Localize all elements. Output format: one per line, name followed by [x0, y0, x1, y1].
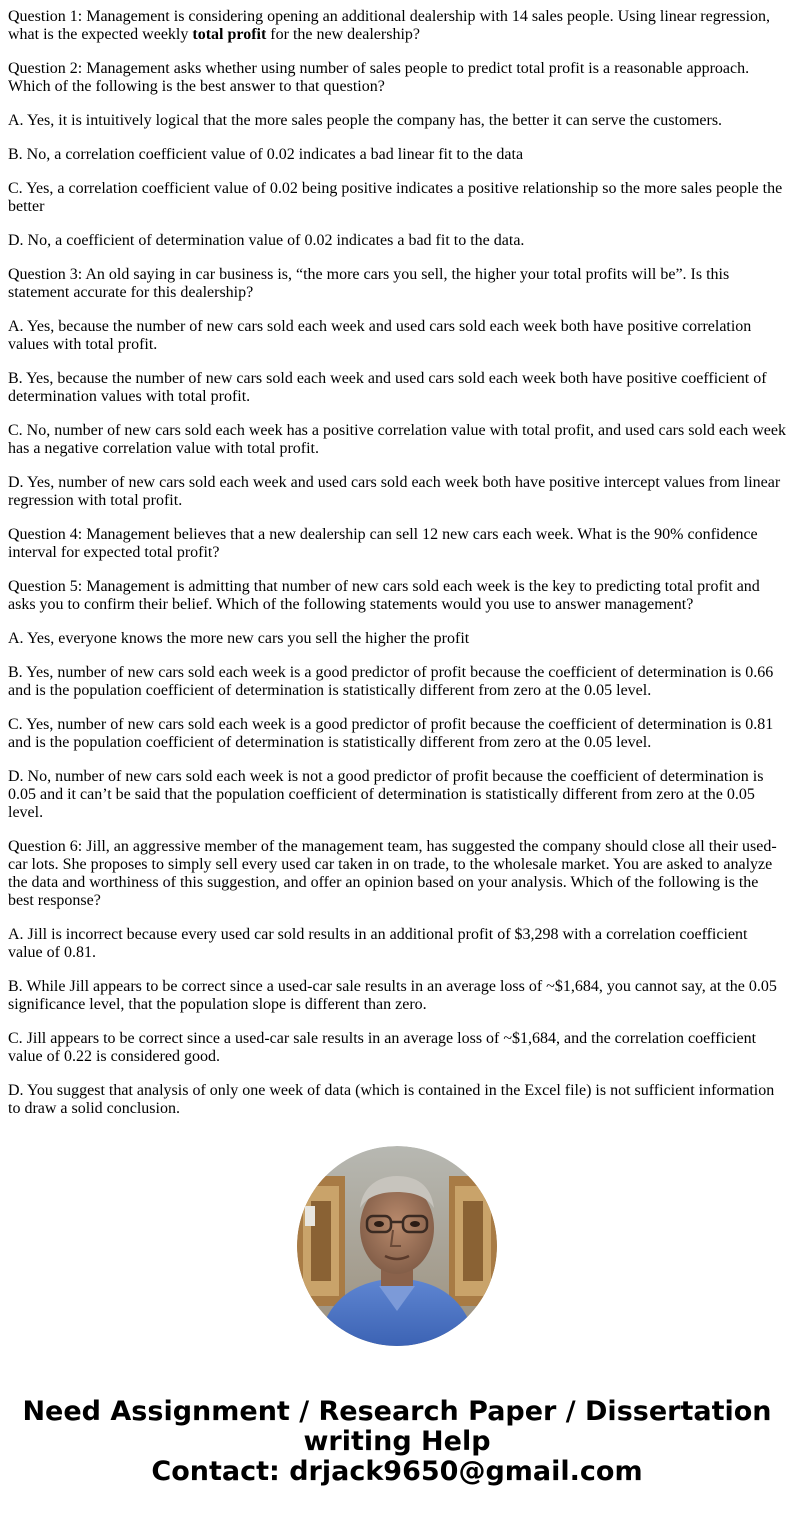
question-1: Question 1: Management is considering opening an additional dealership with 14 sales people. Using linear regression, what is the expected weekly total profit for the new dealership? — [8, 8, 771, 43]
question-2-option-c: C. Yes, a correlation coefficient value of 0.02 being positive indicates a positive relationship so the more sales people the better — [8, 180, 783, 215]
emphasis-total-profit: total profit — [192, 26, 267, 43]
question-2-option-d: D. No, a coefficient of determination value of 0.02 indicates a bad fit to the data. — [8, 232, 525, 249]
question-6-option-d: D. You suggest that analysis of only one week of data (which is contained in the Excel file) is not sufficient information to draw a solid conclusion. — [8, 1082, 775, 1117]
question-2-option-a: A. Yes, it is intuitively logical that the more sales people the company has, the better it can serve the customers. — [8, 112, 723, 129]
question-3-option-d: D. Yes, number of new cars sold each week and used cars sold each week both have positive intercept values from linear regression with total profit. — [8, 474, 781, 509]
question-3-option-b: B. Yes, because the number of new cars sold each week and used cars sold each week both have positive coefficient of determination values with total profit. — [8, 370, 767, 405]
question-3-option-c: C. No, number of new cars sold each week has a positive correlation value with total profit, and used cars sold each week has a negative correlation value with total profit. — [8, 422, 786, 457]
contact-banner — [0, 1397, 794, 1487]
author-photo — [297, 1146, 497, 1346]
question-3: Question 3: An old saying in car business is, “the more cars you sell, the higher your total profits will be”. Is this statement accurate for this dealership? — [8, 266, 730, 301]
promo-contact-email: Contact: drjack9650@gmail.com — [151, 1456, 643, 1487]
question-6: Question 6: Jill, an aggressive member of the management team, has suggested the company should close all their used-car lots. She proposes to simply sell every used car taken in on trade, to the wholesale market. You are asked to analyze the data and worthiness of this suggestion, and offer an opinion based on your analysis. Which of the following is the best response? — [8, 838, 777, 909]
question-6-option-c: C. Jill appears to be correct since a used-car sale results in an average loss of ~$1,684, and the correlation coefficient value of 0.22 is considered good. — [8, 1030, 757, 1065]
question-5-option-a: A. Yes, everyone knows the more new cars you sell the higher the profit — [8, 630, 470, 647]
question-5-option-c: C. Yes, number of new cars sold each week is a good predictor of profit because the coefficient of determination is 0.81 and is the population coefficient of determination is statistically different from zero at the 0.05 level. — [8, 716, 774, 751]
question-6-option-b: B. While Jill appears to be correct since a used-car sale results in an average loss of ~$1,684, you cannot say, at the 0.05 significance level, that the population slope is different than zero. — [8, 978, 777, 1013]
question-5: Question 5: Management is admitting that number of new cars sold each week is the key to predicting total profit and asks you to confirm their belief. Which of the following statements would you use to answer management? — [8, 578, 760, 613]
question-2: Question 2: Management asks whether using number of sales people to predict total profit is a reasonable approach. Which of the following is the best answer to that question? — [8, 60, 750, 95]
question-4: Question 4: Management believes that a new dealership can sell 12 new cars each week. What is the 90% confidence interval for expected total profit? — [8, 526, 758, 561]
question-5-option-d: D. No, number of new cars sold each week is not a good predictor of profit because the coefficient of determination is 0.05 and it can’t be said that the population coefficient of determination is statistically different from zero at the 0.05 level. — [8, 768, 764, 821]
portrait-image — [297, 1146, 497, 1346]
promo-headline: Need Assignment / Research Paper / Dissertation writing Help — [22, 1396, 772, 1457]
question-5-option-b: B. Yes, number of new cars sold each week is a good predictor of profit because the coefficient of determination is 0.66 and is the population coefficient of determination is statistically different from zero at the 0.05 level. — [8, 664, 774, 699]
question-3-option-a: A. Yes, because the number of new cars sold each week and used cars sold each week both have positive correlation values with total profit. — [8, 318, 752, 353]
question-6-option-a: A. Jill is incorrect because every used car sold results in an additional profit of $3,298 with a correlation coefficient value of 0.81. — [8, 926, 748, 961]
question-2-option-b: B. No, a correlation coefficient value of 0.02 indicates a bad linear fit to the data — [8, 146, 524, 163]
